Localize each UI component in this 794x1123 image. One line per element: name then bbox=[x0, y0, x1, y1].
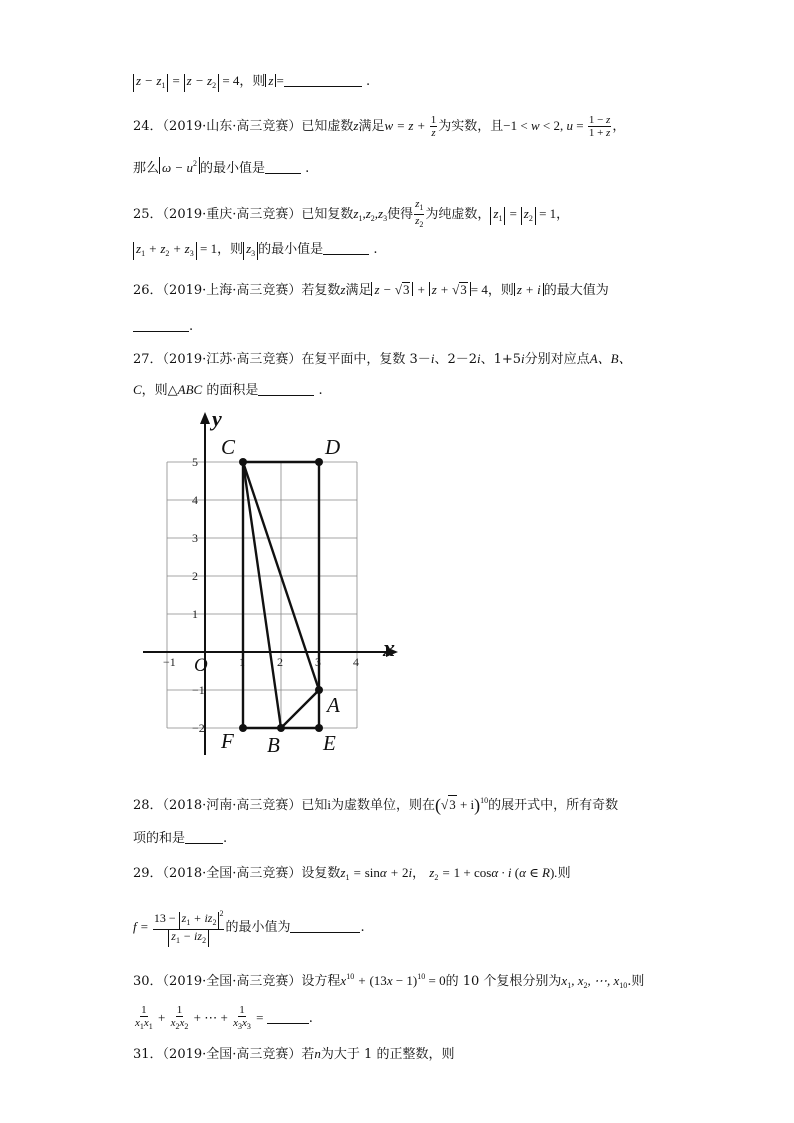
axis-label-y: y bbox=[212, 406, 222, 431]
q29-line2: f = $\frac{13 - z_1 + iz_2^2}{z_1 - iz_2}$ 的最小值为 . bbox=[133, 909, 365, 945]
q26-line1: 26．（2019·上海·高三竞赛）若复数z满足 z − √3 + z + √3 = 4，则 z + i 的最大值为 bbox=[133, 282, 609, 298]
point-a bbox=[315, 686, 323, 694]
q25-line1: 25．（2019·重庆·高三竞赛）已知复数$z_1,z_2,z_3$使得 $\frac{z_1}{z_2}$ 为纯虚数， $z_1 = z_2 = 1$， bbox=[133, 198, 570, 229]
q31-line1: 31．（2019·全国·高三竞赛）若n为大于 1 的正整数，则 bbox=[133, 1046, 455, 1062]
point-label-e: E bbox=[323, 731, 336, 755]
y-tick-label: 5 bbox=[192, 455, 198, 469]
answer-blank[interactable] bbox=[258, 383, 314, 396]
y-tick-label: 1 bbox=[192, 607, 198, 621]
q28-line1: 28．（2018·河南·高三竞赛）已知i为虚数单位，则在$(√3 + i)^{10}$的展开式中，所有奇数 bbox=[133, 795, 619, 815]
point-e bbox=[315, 724, 323, 732]
y-tick-label: 4 bbox=[192, 493, 198, 507]
x-tick-label: 1 bbox=[239, 655, 245, 669]
q30-line2: $\frac{1}{x_1x_1}$ + $\frac{1}{x_2x_2}$ + ⋯ + $\frac{1}{x_3x_3}$ = . bbox=[135, 1004, 313, 1031]
x-tick-label: −1 bbox=[163, 655, 176, 669]
coordinate-figure bbox=[130, 405, 420, 765]
q26-line2: . bbox=[133, 318, 193, 336]
q29-line1: 29．（2018·全国·高三竞赛）设复数$z_1 = \sin\alpha + 2i$， $z_2 = 1 + \cos\alpha \cdot i$ (α ∈ R).则 bbox=[133, 865, 571, 882]
y-axis-arrow bbox=[200, 412, 210, 424]
q24-line1: 24．（2019·山东·高三竞赛）已知虚数z满足w = z + $\frac{1}{z}$ 为实数，且−1 < w < 2, u = $\frac{1 - z}{1 + z}$ ， bbox=[133, 114, 626, 139]
y-tick-label: 2 bbox=[192, 569, 198, 583]
point-label-f: F bbox=[221, 729, 234, 753]
q30-line1: 30．（2019·全国·高三竞赛）设方程$x^{10} + (13x - 1)^{10} = 0$的 10 个复根分别为$x_1$, $x_2$, ⋯, $x_{10}$.则 bbox=[133, 972, 645, 990]
answer-blank[interactable] bbox=[284, 74, 362, 87]
q28-line2: 项的和是 . bbox=[133, 831, 228, 846]
q27-line2: C，则△ABC 的面积是 . bbox=[133, 382, 323, 398]
x-tick-label: 4 bbox=[353, 655, 359, 669]
answer-blank[interactable] bbox=[265, 161, 301, 174]
origin-label: O bbox=[194, 655, 208, 676]
answer-blank[interactable] bbox=[290, 920, 360, 933]
axis-label-x: x bbox=[383, 636, 395, 662]
answer-blank[interactable] bbox=[323, 242, 369, 255]
answer-blank[interactable] bbox=[133, 319, 189, 332]
point-label-b: B bbox=[267, 733, 280, 757]
y-tick-label: −2 bbox=[192, 721, 205, 735]
x-tick-label: 3 bbox=[315, 655, 321, 669]
point-labels bbox=[220, 435, 340, 757]
q24-line2: 那么 $\omega - u^2$ 的最小值是 . bbox=[133, 159, 310, 176]
point-label-a: A bbox=[327, 693, 340, 717]
point-b bbox=[277, 724, 285, 732]
point-d bbox=[315, 458, 323, 466]
point-label-d: D bbox=[325, 435, 341, 459]
point-c bbox=[239, 458, 247, 466]
point-label-c: C bbox=[221, 435, 236, 459]
q23-line: $z - z_1 = z - z_2 = 4$，则 z = . bbox=[133, 72, 370, 92]
y-tick-label: −1 bbox=[192, 683, 205, 697]
x-tick-label: 2 bbox=[277, 655, 283, 669]
q25-line2: $z_1 + z_2 + z_3 = 1$，则 $z_3$ 的最小值是 . bbox=[133, 240, 377, 260]
axes bbox=[143, 412, 398, 755]
answer-blank[interactable] bbox=[267, 1011, 309, 1024]
q27-line1: 27．（2019·江苏·高三竞赛）在复平面中，复数 3－i、2－2i、1+5i分别对应点A、B、 bbox=[133, 351, 632, 367]
point-f bbox=[239, 724, 247, 732]
answer-blank[interactable] bbox=[185, 831, 223, 844]
y-tick-label: 3 bbox=[192, 531, 198, 545]
